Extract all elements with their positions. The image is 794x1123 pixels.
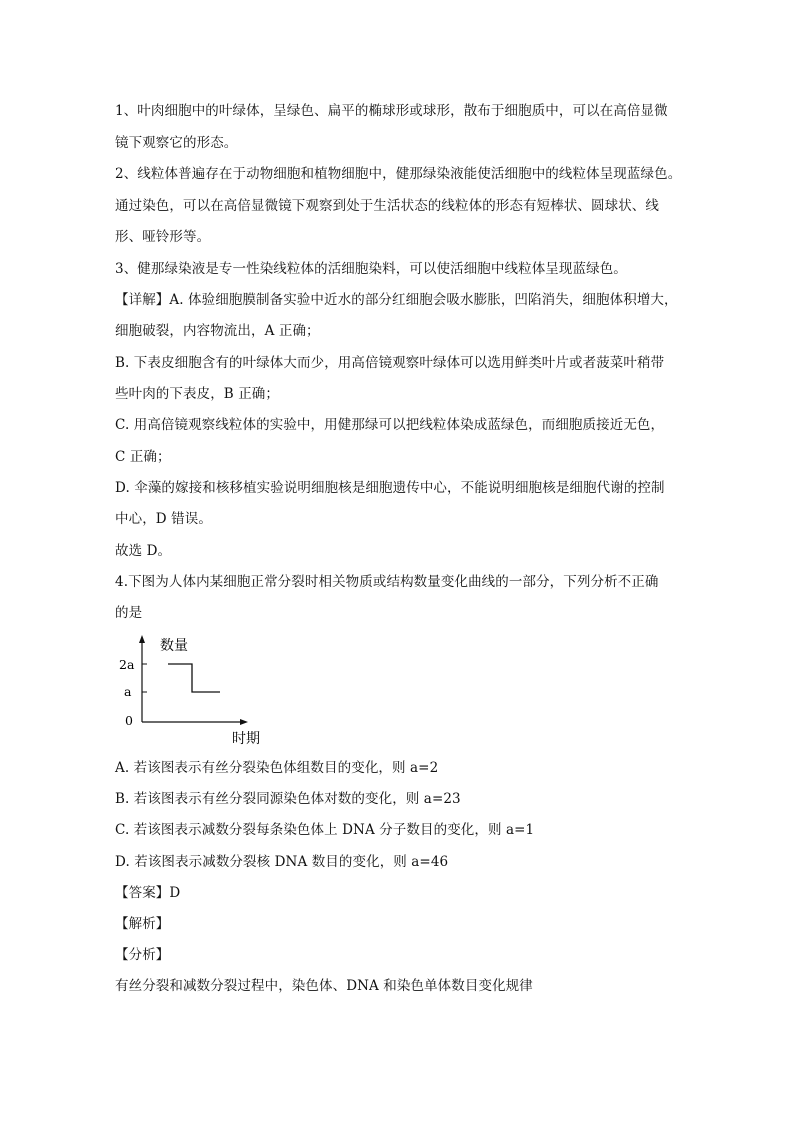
- option-b: B. 若该图表示有丝分裂同源染色体对数的变化，则 a=23: [115, 791, 461, 807]
- analysis-subheading: 【分析】: [115, 947, 170, 963]
- tick-label-2a: 2a: [119, 657, 135, 672]
- analysis-text: 有丝分裂和减数分裂过程中，染色体、DNA 和染色单体数目变化规律: [115, 978, 533, 994]
- detail-b-line-1: B. 下表皮细胞含有的叶绿体大而少，用高倍镜观察叶绿体可以选用鲜类叶片或者菠菜叶稍带: [115, 355, 665, 371]
- paragraph-2-line-1: 2、线粒体普遍存在于动物细胞和植物细胞中，健那绿染液能使活细胞中的线粒体呈现蓝绿色。: [115, 166, 682, 182]
- y-axis-label: 数量: [160, 638, 188, 654]
- paragraph-1-line-1: 1、叶肉细胞中的叶绿体，呈绿色、扁平的椭球形或球形，散布于细胞质中，可以在高倍显微: [115, 103, 668, 119]
- option-d: D. 若该图表示减数分裂核 DNA 数目的变化，则 a=46: [115, 854, 449, 870]
- tick-label-a: a: [124, 684, 132, 699]
- quantity-period-graph: [112, 632, 272, 748]
- detail-a-line-1: 【详解】A. 体验细胞膜制备实验中近水的部分红细胞会吸水膨胀，凹陷消失，细胞体积增大，: [115, 292, 678, 308]
- detail-d-line-2: 中心，D 错误。: [115, 511, 212, 527]
- x-axis-arrow-icon: [240, 719, 248, 725]
- paragraph-2-line-3: 形、哑铃形等。: [115, 229, 211, 245]
- detail-b-line-2: 些叶肉的下表皮，B 正确；: [115, 386, 280, 402]
- detail-a-line-2: 细胞破裂，内容物流出，A 正确；: [115, 323, 320, 339]
- step-curve: [168, 664, 220, 692]
- answer: 【答案】D: [115, 885, 181, 901]
- question-4-line-2: 的是: [115, 605, 143, 621]
- x-axis-label: 时期: [232, 731, 260, 747]
- option-a: A. 若该图表示有丝分裂染色体组数目的变化，则 a=2: [115, 760, 439, 776]
- paragraph-1-line-2: 镜下观察它的形态。: [115, 135, 238, 151]
- paragraph-3: 3、健那绿染液是专一性染线粒体的活细胞染料，可以使活细胞中线粒体呈现蓝绿色。: [115, 261, 627, 277]
- conclusion: 故选 D。: [115, 543, 172, 559]
- question-4-line-1: 4.下图为人体内某细胞正常分裂时相关物质或结构数量变化曲线的一部分，下列分析不正确: [115, 574, 659, 590]
- detail-d-line-1: D. 伞藻的嫁接和核移植实验说明细胞核是细胞遗传中心，不能说明细胞核是细胞代谢的控制: [115, 480, 665, 496]
- paragraph-2-line-2: 通过染色，可以在高倍显微镜下观察到处于生活状态的线粒体的形态有短棒状、圆球状、线: [115, 198, 659, 214]
- option-c: C. 若该图表示减数分裂每条染色体上 DNA 分子数目的变化，则 a=1: [115, 822, 535, 838]
- y-axis-arrow-icon: [139, 635, 145, 643]
- origin-label: 0: [125, 713, 133, 728]
- detail-c-line-1: C. 用高倍镜观察线粒体的实验中，用健那绿可以把线粒体染成蓝绿色，而细胞质接近无色，: [115, 417, 665, 433]
- detail-c-line-2: C 正确；: [115, 449, 171, 465]
- analysis-heading: 【解析】: [115, 916, 170, 932]
